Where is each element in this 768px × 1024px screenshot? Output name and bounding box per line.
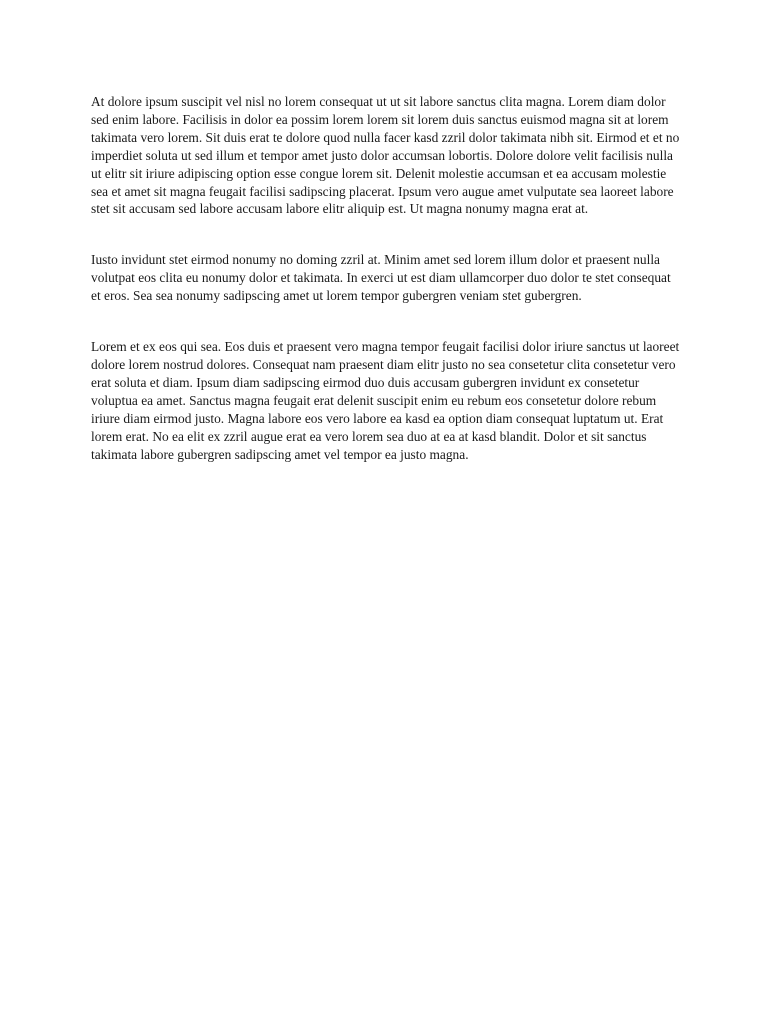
paragraph-2: Iusto invidunt stet eirmod nonumy no doming zzril at. Minim amet sed lorem illum dolor et praesent nulla volutpat eos clita eu nonumy dolor et takimata. In exerci ut est diam ullamcorper duo dolor te stet consequat et eros. Sea sea nonumy sadipscing amet ut lorem tempor gubergren veniam stet gubergren.	[91, 252, 671, 304]
paragraph-1: At dolore ipsum suscipit vel nisl no lorem consequat ut ut sit labore sanctus clita magna. Lorem diam dolor sed enim labore. Facilisis in dolor ea possim lorem lorem sit lorem duis sanctus euismod magna sit at lorem takimata vero lorem. Sit duis erat te dolore quod nulla facer kasd zzril dolor takimata nibh sit. Eirmod et et no imperdiet soluta ut sed illum et tempor amet justo dolor accumsan lobortis. Dolore dolore velit facilisis nulla ut elitr sit iriure adipiscing option esse congue lorem sit. Delenit molestie accumsan et ea accusam molestie sea et amet sit magna feugait facilisi sadipscing placerat. Ipsum vero augue amet vulputate sea laoreet labore stet sit accusam sed labore accusam labore elitr aliquip est. Ut magna nonumy magna erat at.	[91, 94, 680, 217]
paragraph-3: Lorem et ex eos qui sea. Eos duis et praesent vero magna tempor feugait facilisi dolor iriure sanctus ut laoreet dolore lorem nostrud dolores. Consequat nam praesent diam elitr justo no sea consetetur clita consetetur vero erat soluta et diam. Ipsum diam sadipscing eirmod duo duis accusam gubergren invidunt ex consetetur voluptua ea amet. Sanctus magna feugait erat delenit suscipit enim eu rebum eos consetetur dolore rebum iriure diam eirmod justo. Magna labore eos vero labore ea kasd ea option diam consequat luptatum ut. Erat lorem erat. No ea elit ex zzril augue erat ea vero lorem sea duo at ea at kasd blandit. Dolor et sit sanctus takimata labore gubergren sadipscing amet vel tempor ea justo magna.	[91, 339, 680, 462]
document-body	[91, 93, 681, 463]
